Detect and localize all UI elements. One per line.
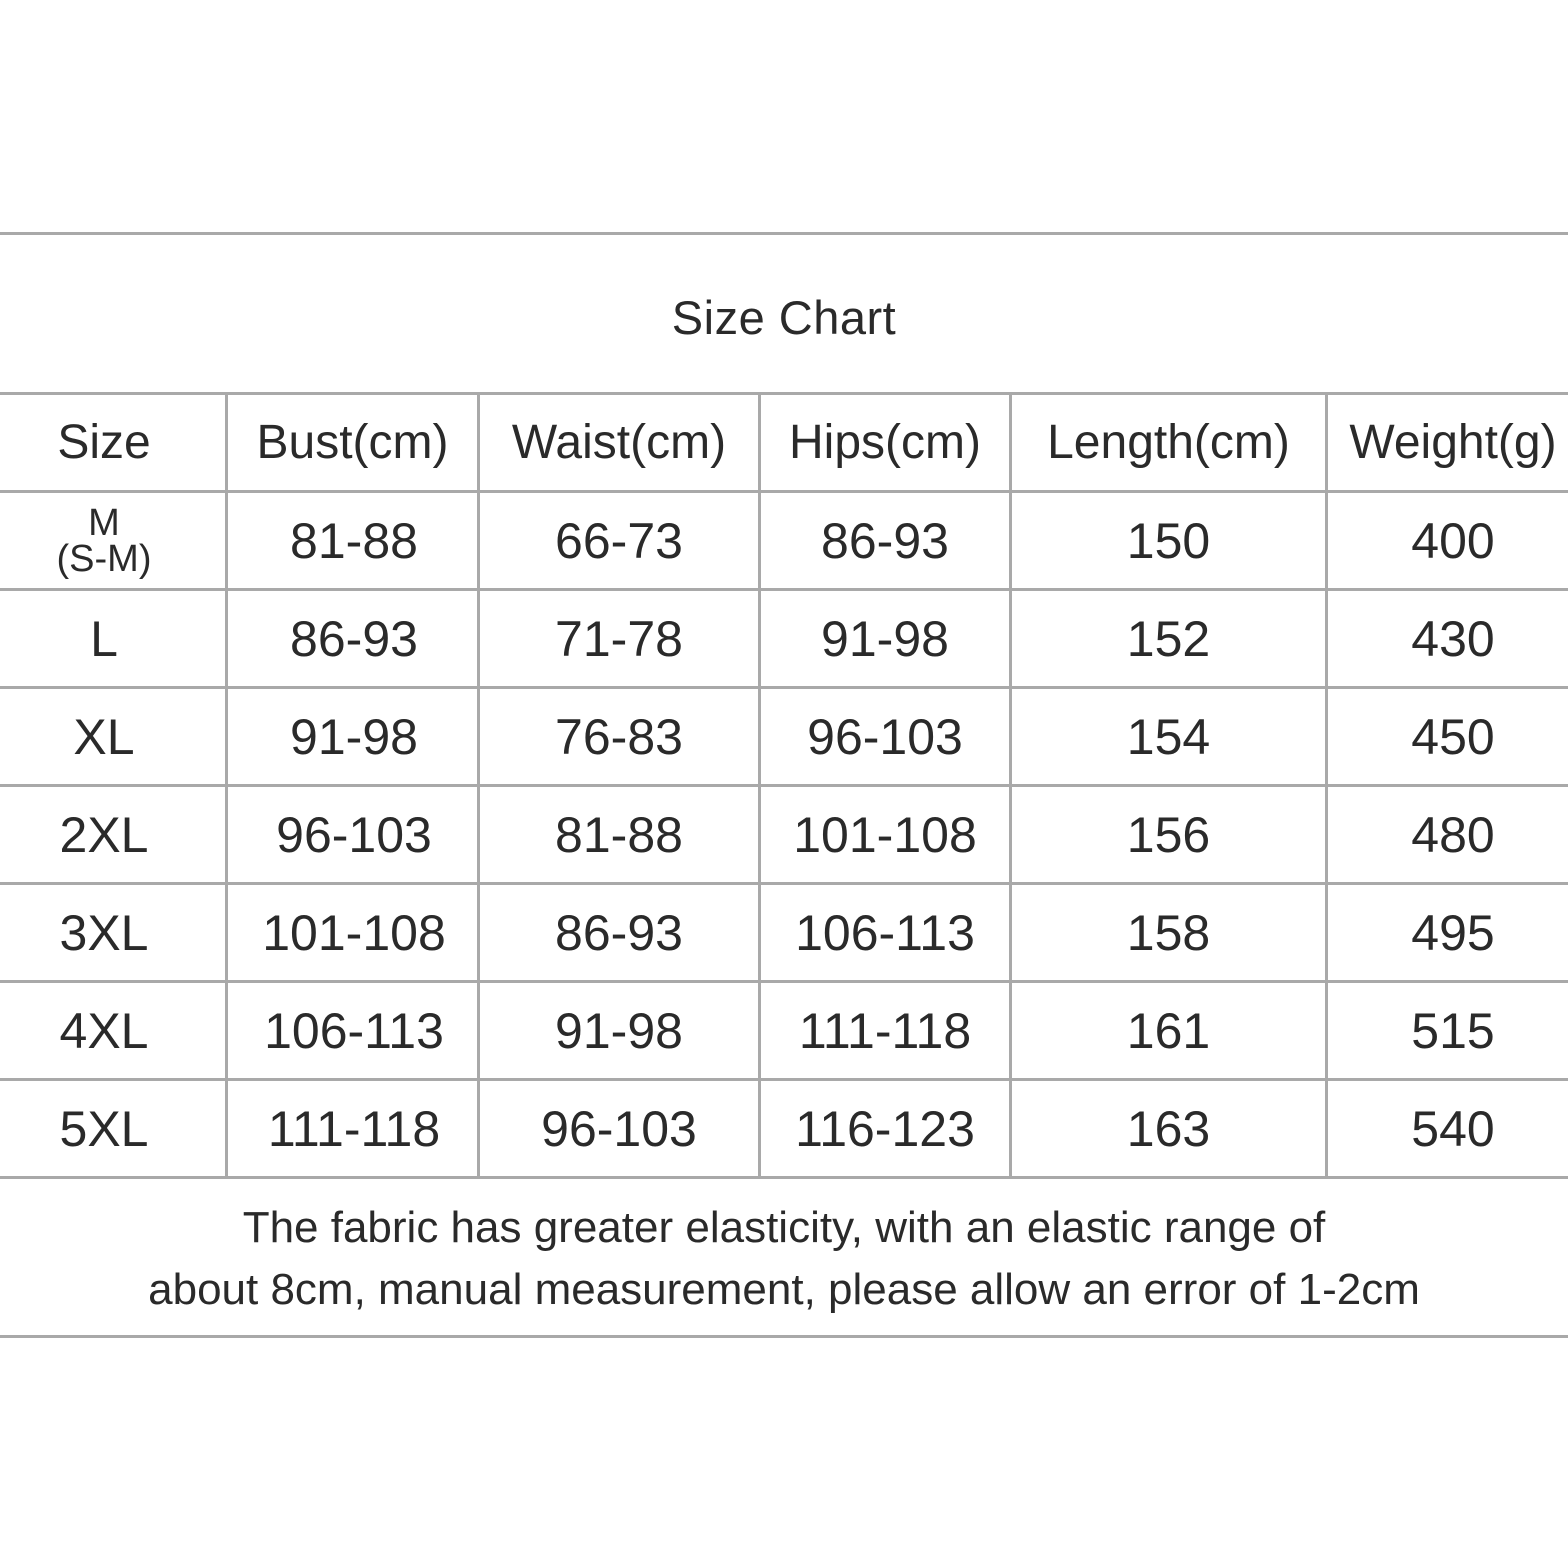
bust-cell: 96-103 xyxy=(276,806,432,863)
weight-cell: 540 xyxy=(1411,1100,1495,1157)
size-label-stack xyxy=(56,501,152,580)
bust-cell: 86-93 xyxy=(290,610,418,667)
size-cell: XL xyxy=(73,708,135,765)
hips-cell: 106-113 xyxy=(795,904,975,961)
waist-cell: 91-98 xyxy=(555,1002,683,1059)
waist-cell: 86-93 xyxy=(555,904,683,961)
waist-cell: 76-83 xyxy=(555,708,683,765)
chart-title: Size Chart xyxy=(671,291,897,344)
weight-cell: 495 xyxy=(1411,904,1495,961)
size-sublabel: (S-M) xyxy=(56,537,152,580)
weight-cell: 450 xyxy=(1411,708,1495,765)
length-cell: 161 xyxy=(1126,1002,1211,1059)
bust-cell: 106-113 xyxy=(264,1002,444,1059)
waist-cell: 71-78 xyxy=(555,610,683,667)
waist-cell: 81-88 xyxy=(555,806,683,863)
header-waist: Waist(cm) xyxy=(511,416,727,469)
header-length: Length(cm) xyxy=(1047,416,1290,469)
length-cell: 163 xyxy=(1126,1100,1211,1157)
size-cell: 3XL xyxy=(59,904,149,961)
hips-cell: 116-123 xyxy=(795,1100,975,1157)
bust-cell: 101-108 xyxy=(262,904,446,961)
top-divider xyxy=(0,232,1568,235)
table-border-bottom xyxy=(0,1176,1568,1179)
size-cell: 4XL xyxy=(59,1002,149,1059)
length-cell: 158 xyxy=(1126,904,1211,961)
hips-cell: 111-118 xyxy=(798,1002,972,1059)
waist-cell: 66-73 xyxy=(555,512,683,569)
hips-cell: 91-98 xyxy=(821,610,949,667)
size-table xyxy=(0,392,1568,1179)
weight-cell: 430 xyxy=(1411,610,1495,667)
header-hips: Hips(cm) xyxy=(789,416,981,469)
length-cell: 152 xyxy=(1126,610,1211,667)
size-cell: L xyxy=(90,610,118,667)
header-size: Size xyxy=(57,416,151,469)
size-cell xyxy=(0,493,208,588)
weight-cell: 515 xyxy=(1411,1002,1495,1059)
length-cell: 150 xyxy=(1126,512,1211,569)
header-bust: Bust(cm) xyxy=(256,416,449,469)
size-cell: 2XL xyxy=(59,806,149,863)
note-line-1: The fabric has greater elasticity, with an elastic range of xyxy=(242,1203,1326,1252)
waist-cell: 96-103 xyxy=(541,1100,697,1157)
hips-cell: 96-103 xyxy=(807,708,963,765)
size-cell: 5XL xyxy=(59,1100,149,1157)
hips-cell: 101-108 xyxy=(793,806,977,863)
bottom-divider xyxy=(0,1335,1568,1338)
header-weight: Weight(g) xyxy=(1349,416,1557,469)
bust-cell: 81-88 xyxy=(290,512,418,569)
bust-cell: 91-98 xyxy=(290,708,418,765)
length-cell: 156 xyxy=(1126,806,1211,863)
length-cell: 154 xyxy=(1126,708,1211,765)
bust-cell: 111-118 xyxy=(267,1100,441,1157)
note-line-2: about 8cm, manual measurement, please allow an error of 1-2cm xyxy=(148,1265,1420,1314)
size-label: M xyxy=(88,501,120,544)
weight-cell: 480 xyxy=(1411,806,1495,863)
weight-cell: 400 xyxy=(1411,512,1495,569)
hips-cell: 86-93 xyxy=(821,512,949,569)
